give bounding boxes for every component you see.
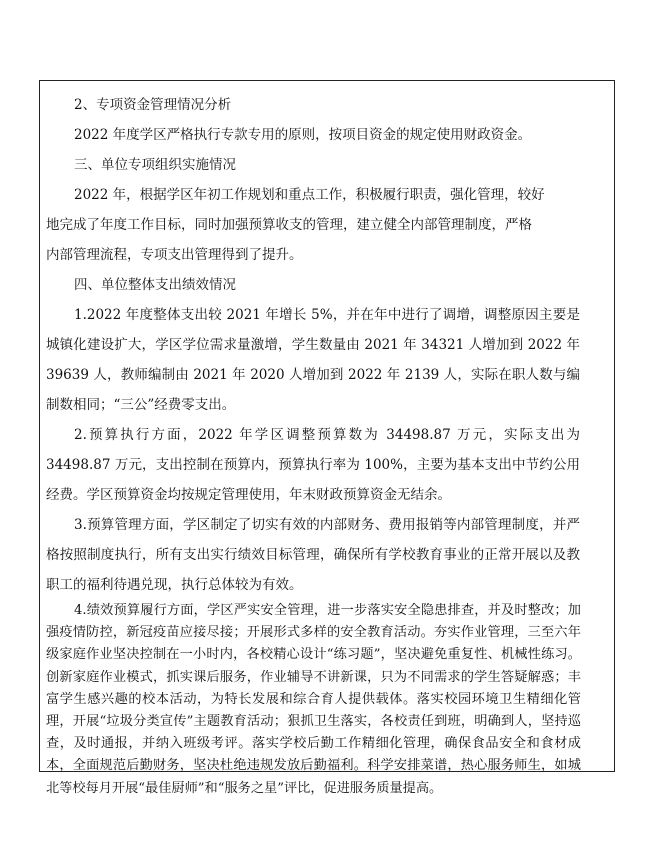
section-3-line-2: 地完成了年度工作目标，同时加强预算收支的管理，建立健全内部管理制度，严格: [46, 217, 532, 233]
paragraph-performance: 4.绩效预算履行方面，学区严实安全管理，进一步落实安全隐患排查，并及时整改；加强疫情防控，新冠疫苗应接尽接；开展形式多样的安全教育活动。夯实作业管理，三至六年级家庭作业坚决控制在一小时内，各校精心设计“练习题”，坚决避免重复性、机械性练习。创新家庭作业模式，抓实课后服务，作业辅导不讲新课，只为不同需求的学生答疑解惑；丰富学生感兴趣的校本活动，为特长发展和综合育人提供载体。落实校园环境卫生精细化管理，开展“垃圾分类宣传”主题教育活动；狠抓卫生落实，各校责任到班，明确到人，坚持巡查，及时通报，并纳入班级考评。落实学校后勤工作精细化管理，确保食品安全和食材成本，全面规范后勤财务，坚决杜绝违规发放后勤福利。科学安排菜谱，热心服务师生，如城北等校每月开展“最佳厨师”和“服务之星”评比，促进服务质量提高。: [46, 603, 581, 796]
section-4-heading: 四、单位整体支出绩效情况: [74, 277, 236, 293]
section-3-line-3: 内部管理流程，专项支出管理得到了提升。: [46, 247, 303, 263]
section-2-body: 2022 年度学区严格执行专款专用的原则，按项目资金的规定使用财政资金。: [74, 127, 532, 143]
section-3-heading: 三、单位专项组织实施情况: [74, 157, 236, 173]
paragraph-budget-execution: 2.预算执行方面，2022 年学区调整预算数为 34498.87 万元，实际支出为 34498.87 万元，支出控制在预算内，预算执行率为 100%，主要为基本支出中节约公用经费。学区预算资金均按规定管理使用，年末财政预算资金无结余。: [46, 427, 580, 503]
section-3-line-1: 2022 年，根据学区年初工作规划和重点工作，积极履行职责，强化管理，较好: [74, 187, 545, 203]
section-2-heading: 2、专项资金管理情况分析: [74, 97, 232, 113]
paragraph-budget-management: 3.预算管理方面，学区制定了切实有效的内部财务、费用报销等内部管理制度，并严格按照制度执行，所有支出实行绩效目标管理，确保所有学校教育事业的正常开展以及教职工的福利待遇兑现，执行总体较为有效。: [46, 517, 580, 593]
paragraph-overall-spending: 1.2022 年度整体支出较 2021 年增长 5%，并在年中进行了调增，调整原因主要是城镇化建设扩大，学区学位需求量激增，学生数量由 2021 年 34321 人增加到 2022 年 39639 人，教师编制由 2021 年 2020 人增加到 2022 年 2139 人，实际在职人数与编制数相同；“三公”经费零支出。: [46, 307, 580, 413]
